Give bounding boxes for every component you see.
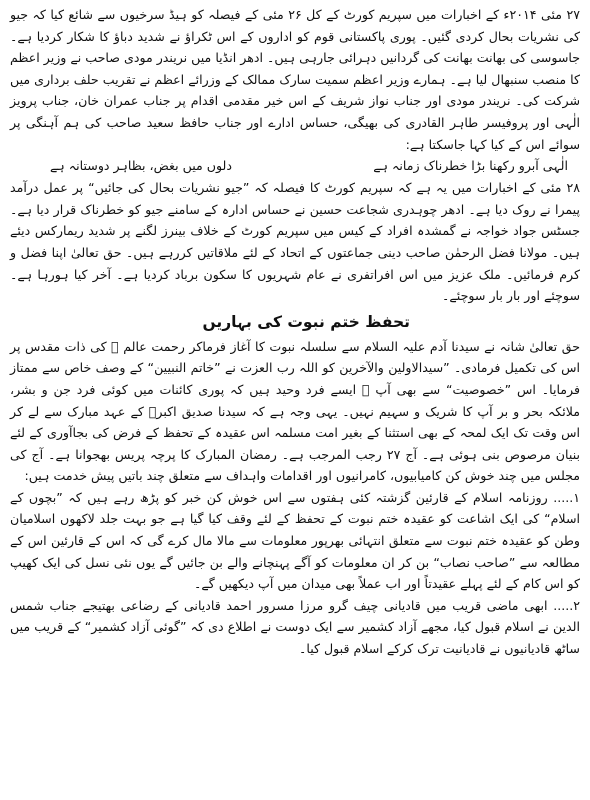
item-number: ۲.....: [553, 597, 580, 613]
item-text: روزنامہ اسلام کے قارئین گزشتہ کئی ہفتوں سے اس خوش کن خبر کو پڑھ رہے ہیں کہ ”بچوں کے اسلام“ کی ایک اشاعت کو عقیدہ ختم نبوت کے تحفظ کے لئے وقف کیا گیا ہے جو بہت جلد لاکھوں اسلامیان وطن کو عقیدہ ختم نبوت سے متعلق انتہائی بھرپور معلومات سے مالا مال کرے گی کہ اس کے قارئین اس کے مطالعہ سے ”صاحب نصاب“ بن کر ان معلومات کو آگے پہنچانے والے بن جائیں گے یوں نئی نسل کی ایک کھیپ کو اس کام کے لئے پہلے عقیدتاً اور اب عملاً بھی میدان میں آپ دیکھیں گے۔: [10, 489, 580, 592]
item-number: ۱.....: [553, 489, 580, 505]
couplet-second-line: دلوں میں بغض، بظاہر دوستانہ ہے: [50, 158, 232, 174]
article-paragraph-3: حق تعالیٰ شانہ نے سیدنا آدم علیہ السلام سے سلسلہ نبوت کا آغاز فرماکر رحمت عالم ﷺ کی ذات مقدس پر اس کی تکمیل فرمادی۔ ”سیدالاولین والآخرین کو اللہ رب العزت نے ”خاتم النبیین“ کے وصف خاص سے ممتاز فرمایا۔ اس ”خصوصیت“ سے بھی آپ ﷺ ایسے فرد وحید ہیں کہ پوری کائنات میں کوئی فرد جن و بشر، ملائکہ بحر و بر آپ کا شریک و سہیم نہیں۔ یہی وجہ ہے کہ سیدنا صدیق اکبرؓ کے عہد مبارک سے لے کر اس وقت تک ایک لمحہ کے بھی استثنا کے بغیر امت مسلمہ اس عقیدہ کے تحفظ کے فرض کی بجاآوری کے لئے بنیان مرصوص بنی ہوئی ہے۔ آج ۲۷ رجب المرجب ہے۔ رمضان المبارک کا پرچہ پریس بھجوانا ہے۔ آج کی مجلس میں چند خوش کن کامیابیوں، کامرانیوں اور اقدامات واہداف سے متعلق چند باتیں پیش خدمت ہیں:: [10, 338, 580, 484]
article-paragraph-2: ۲۸ مئی کے اخبارات میں یہ ہے کہ سپریم کورٹ کا فیصلہ کہ ”جیو نشریات بحال کی جائیں“ پر عمل درآمد پیمرا نے روک دیا ہے۔ ادھر چوہدری شجاعت حسین نے حساس ادارہ کے سامنے جیو کو خطرناک قرار دیا ہے۔ جسٹس جواد خواجہ نے گمشدہ افراد کے کیس میں سپریم کورٹ کے خلاف بینرز لگنے پر شدید ریمارکس دیئے ہیں۔ مولانا فضل الرحمٰن صاحب دینی جماعتوں کے اتحاد کے لئے ملاقاتیں کررہے ہیں۔ حق تعالیٰ اپنا فضل و کرم فرمائیں۔ ملک عزیز میں اس افراتفری نے عام شہریوں کا سکون برباد کردیا ہے۔ آخر کیا ہورہا ہے۔ سوچئے اور بار بار سوچئے۔: [10, 180, 580, 304]
couplet-first-line: الٰہی آبرو رکھنا بڑا خطرناک زمانہ ہے: [373, 158, 568, 174]
numbered-item-1: [10, 487, 580, 595]
article-paragraph-1: ۲۷ مئی ۲۰۱۴ء کے اخبارات میں سپریم کورٹ کے کل ۲۶ مئی کے فیصلہ کو ہیڈ سرخیوں سے شائع کیا کہ جیو کی نشریات بحال کردی گئیں۔ پوری پاکستانی قوم کو اداروں کے اس ٹکراؤ نے شدید دباؤ کا شکار کردیا ہے۔ جاسوسی کی بھانت بھانت کی گردانیں دہرائی جارہی ہیں۔ ادھر انڈیا میں نریندر مودی صاحب نے وزیر اعظم کا منصب سنبھال لیا ہے۔ ہمارے وزیر اعظم سمیت سارک ممالک کے وزرائے اعظم نے تقریب حلف برداری میں شرکت کی۔ نریندر مودی اور جناب نواز شریف کے اس خیر مقدمی اقدام پر جناب عمران خان، جناب پرویز الٰہی اور پروفیسر طاہر القادری کی بھیگی، حساس ادارے اور جناب حافظ سعید صاحب کی ہم آہنگی پر سوائے اس کے کیا کہا جاسکتا ہے:: [10, 7, 580, 152]
document-page: [10, 0, 580, 800]
section-heading: تحفظ ختم نبوت کی بہاریں: [202, 312, 410, 331]
item-text: ابھی ماضی قریب میں قادیانی چیف گرو مرزا مسرور احمد قادیانی کے رضاعی بھتیجے جناب شمس الدین نے اسلام قبول کیا، مجھے آزاد کشمیر سے ایک دوست نے اطلاع دی کہ ”گوئی آزاد کشمیر“ کے قریب میں ساٹھ قادیانیوں نے قادیانیت ترک کرکے اسلام قبول کیا۔: [10, 597, 580, 657]
numbered-item-2: [10, 595, 580, 660]
poetry-couplet: [10, 155, 580, 177]
